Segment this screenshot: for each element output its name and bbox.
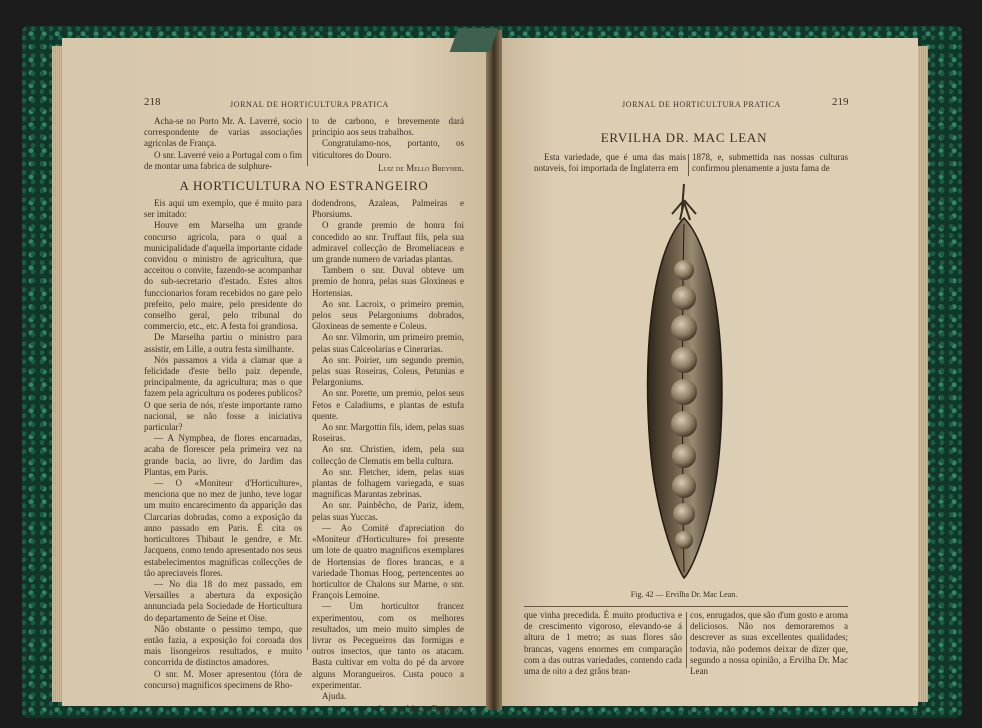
paragraph: — Um horticultor francez experimentou, com os melhores resultados, um meio muito simples de livrar os Pecegueiros das formigas e outros insectos, que tanto os atacam. Basta cultivar em volta do pé da arvore alguns Morangueiros. Custa pouco a experimentar. (312, 601, 464, 690)
paragraph: Não obstante o pessimo tempo, que então fazia, a exposição foi coroada dos mais lisongeiros resultados, e muito concorrida de distinctos amadores. (144, 623, 302, 668)
figure-caption: Fig. 42 — Ervilha Dr. Mac Lean. (630, 590, 738, 599)
paragraph: cos, enrugados, que são d'um gosto e aroma deliciosos. Não nos demoraremos a descrever as suas excellentes qualidades; todavia, não podemos deixar de dizer que, segundo a nossa opinião, a Ervilha Dr. Mac Lean (690, 610, 848, 677)
paragraph: Esta variedade, que é uma das mais notaveis, foi importada de Inglaterra em (534, 152, 686, 174)
paragraph: que vinha precedida. É muito productiva e de crescimento vigoroso, elevando-se á altura de 1 metro; as suas flores são brancas, vagens enormes em comparação com a das outras variedades, contendo cada uma de oito a dez grãos bran- (524, 610, 682, 677)
paragraph: to de carbono, e brevemente dará principio aos seus trabalhos. (312, 116, 464, 138)
left-col2-top (312, 116, 464, 174)
paragraph: Ao snr. Poirier, um segundo premio, pelas suas Roseiras, Coleus, Petunias e Pelargoniums. (312, 354, 464, 388)
paragraph: De Marselha partiu o ministro para assistir, em Lille, a outra festa similhante. (144, 332, 302, 354)
paragraph: O snr. Laverré veio a Portugal com o fim de montar uma fabrica de sulphure- (144, 149, 302, 171)
running-header-left: JORNAL DE HORTICULTURA PRATICA (230, 100, 389, 109)
left-page (62, 38, 494, 715)
section-title: A HORTICULTURA NO ESTRANGEIRO (179, 178, 429, 193)
running-header-right: JORNAL DE HORTICULTURA PRATICA (622, 100, 781, 109)
column-rule (307, 200, 308, 650)
paragraph: — O «Moniteur d'Horticulture», menciona que no mez de junho, teve logar um muito encarecimento da apparição das Clarcarias dobradas, como a exposição da anno passado em Paris. É cita os horticultores Thibaut le gendre, e Mr. Jacquens, como tendo apresentado nos seus estabelecimentos magnificas collecções de tão apreciaveis flores. (144, 478, 302, 578)
paragraph: Ao snr. Porette, um premio, pelos seus Fetos e Caladiums, e plantas de estufa quente. (312, 388, 464, 421)
paragraph: Acha-se no Porto Mr. A. Laverré, socio correspondente de varias associações agricolas de França. (144, 116, 302, 149)
paragraph: Ao snr. Painbêcho, de Pariz, idem, pelas suas Yuccas. (312, 500, 464, 522)
column-rule (686, 612, 687, 668)
paragraph: Eis aqui um exemplo, que é muito para ser imitado: (144, 198, 302, 220)
paragraph: Ao snr. Fletcher, idem, pelas suas plantas de folhagem variegada, e suas magnificas Marantas zebrinas. (312, 466, 464, 500)
signature: Luiz de Mello Breyner. (378, 162, 464, 173)
paragraph: Houve em Marselha um grande concurso agricola, para o qual a municipalidade d'aquella importante cidade convidou o ministro de agricultura, que acceitou o convite, fazendo-se acompanhar do sub-secretario d'estado. Estes altos funccionarios foram recebidos no gare pelo prefeito, pelo maire, pelo presidente do conselho geral, pelo tribunal do commercio, etc., etc. A festa foi grandiosa. (144, 220, 302, 332)
paragraph: O snr. M. Moser apresentou (fóra de concurso) magnificos specimens de Rho- (144, 668, 302, 690)
paragraph: — No dia 18 do mez passado, em Versailles a abertura da exposição annunciada pela Sociedade de Horticultura do departamento de Seine et Oise. (144, 578, 302, 623)
right-page (494, 38, 918, 706)
paragraph: Ao snr. Lacroix, o primeiro premio, pelos seus Pelargoniums dobrados, Gloxineas de semente e Coleus. (312, 298, 464, 332)
column-rule (688, 154, 689, 176)
paragraph: Congratulamo-nos, portanto, os viticultores do Douro. (312, 138, 464, 160)
left-col1-top (144, 116, 302, 172)
paragraph: Ao snr. Margottin fils, idem, pelas suas Roseiras. (312, 422, 464, 444)
paragraph: Ao snr. Christien, idem, pela sua collecção de Clematis em bella cultura. (312, 444, 464, 466)
left-col2-article (312, 198, 464, 715)
left-col1-article (144, 198, 302, 690)
paragraph: Tambem o snr. Duval obteve um premio de honra, pelas suas Gloxineas e Hortensias. (312, 265, 464, 298)
paragraph: Ajuda. (322, 690, 347, 701)
page-number-left: 218 (144, 96, 161, 108)
body-right (690, 610, 848, 677)
intro-right (692, 152, 848, 174)
article-title: ERVILHA DR. MAC LEAN (600, 130, 768, 145)
page-number-right: 219 (832, 96, 849, 108)
book-gutter (486, 30, 502, 710)
intro-left (534, 152, 686, 174)
paragraph: — Ao Comité d'apreciation do «Moniteur d'Horticulture» foi presente um lote de quatro magnificos exemplares de Hortensias de flores brancas, e a variedade Thomas Hoog, pertencentes ao horticultor de Chalons sur Marne, o snr. François Lemoine. (312, 522, 464, 601)
paragraph: dodendrons, Azaleas, Palmeiras e Phorsiums. (312, 198, 464, 220)
paragraph: 1878, e, submettida nas nossas culturas confirmou plenamente a justa fama de (692, 152, 848, 174)
signature: Luiz de Mello Breyner. (378, 704, 464, 715)
horizontal-rule (524, 606, 848, 607)
paragraph: — A Nymphea, de flores encarnadas, acaba de florescer pela primeira vez na grande bacia, ao livre, do Jardim das Plantas, em Paris. (144, 433, 302, 477)
paragraph: Nós passamos a vida a clamar que a felicidade d'este bello paiz depende, principalmente, da agricultura; mas o que fazem pela agricultura os poderes publicos? O que seria de nós, n'este importante ramo nacional, se não fosse a iniciativa particular? (144, 354, 302, 433)
paragraph: O grande premio de honra foi concedido ao snr. Truffaut fils, pela sua admiravel collecção de Bromeliaceas e um grande numero de variadas plantas. (312, 220, 464, 265)
column-rule (307, 118, 308, 166)
pea-pod-illustration (624, 180, 744, 580)
body-left (524, 610, 682, 677)
paragraph: Ao snr. Vilmorin, um primeiro premio, pelas suas Calceolarias e Cinerarias. (312, 332, 464, 354)
